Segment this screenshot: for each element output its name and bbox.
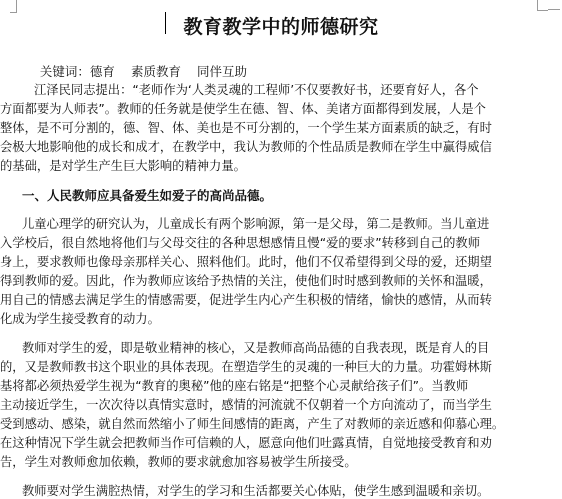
paragraph-line: 入学校后，很自然地将他们与父母交往的各种思想感情且慢“爱的要求”转移到自己的教师	[0, 236, 481, 250]
paragraph-line: 得到教师的爱。因此，作为教师应该给予热情的关注，使他们时时感到教师的关怀和温暖，	[0, 274, 492, 288]
paragraph-line: 方面都要为人师表”。教师的任务就是使学生在德、智、体、美诸方面都得到发展，人是个	[0, 102, 486, 116]
paragraph-line: 教师对学生的爱，即是敬业精神的核心，又是教师高尚品德的自我表现，既是育人的目	[22, 341, 490, 355]
document-title[interactable]: 教育教学中的师德研究	[183, 16, 379, 38]
paragraph-line: 儿童心理学的研究认为，儿童成长有两个影响源，第一是父母，第二是教师。当儿童进	[22, 217, 490, 231]
paragraph-line: 的基础，是对学生产生巨大影响的精神力量。	[0, 159, 246, 173]
paragraph-line: 整体，是不可分割的，德、智、体、美也是不可分割的，一个学生某方面素质的缺乏，有时	[0, 121, 492, 135]
page-corner-mark-right	[537, 0, 548, 11]
paragraph-line: 基将都必须热爱学生视为“教育的奥秘”他的座右铭是“把整个心灵献给孩子们”。当教师	[0, 379, 469, 393]
paragraph-line: 用自己的情感去满足学生的情感需要，促进学生内心产生积极的情绪，愉快的感情，从而转	[0, 293, 492, 307]
keyword-item: 德育	[89, 64, 115, 79]
paragraph-line: 受到感动、感染，就自然而然缩小了师生间感情的距离，产生了对教师的亲近感和仰慕心理。	[0, 417, 505, 431]
paragraph-line: 会极大地影响他的成长和成才，在教学中，我认为教师的个性品质是教师在学生中赢得威信	[0, 140, 492, 154]
paragraph-line: 在这种情况下学生就会把教师当作可信赖的人，愿意向他们吐露真情，自觉地接受教育和劝	[0, 436, 492, 450]
text-cursor	[165, 12, 166, 34]
page-corner-mark-right-line	[548, 9, 560, 10]
paragraph-line: 告，学生对教师愈加依赖，教师的要求就愈加容易被学生所接受。	[0, 455, 357, 469]
paragraph-line: 身上，要求教师也像母亲那样关心、照料他们。此时，他们不仅希望得到父母的爱，还期望	[0, 255, 492, 269]
keyword-item: 同伴互助	[196, 64, 247, 79]
keywords-label: 关键词：	[39, 64, 90, 79]
section-heading: 一、人民教师应具备爱生如爱子的高尚品德。	[22, 188, 273, 203]
keyword-item: 素质教育	[130, 64, 181, 79]
paragraph-line: 的，又是教师教书这个职业的具体表现。在塑造学生的灵魂的一种巨大的力量。功霍姆林斯	[0, 360, 492, 374]
paragraph-line: 主动接近学生，一次次待以真情实意时，感情的河流就不仅朝着一个方向流动了，而当学生	[0, 398, 492, 412]
paragraph-line: 江泽民同志提出：“老师作为‘人类灵魂的工程师’不仅要教好书，还要育好人，各个	[34, 83, 479, 97]
paragraph-line: 教师要对学生满腔热情，对学生的学习和生活都要关心体贴，使学生感到温暖和亲切。	[22, 484, 490, 498]
paragraph-line: 化成为学生接受教育的动力。	[0, 312, 160, 326]
